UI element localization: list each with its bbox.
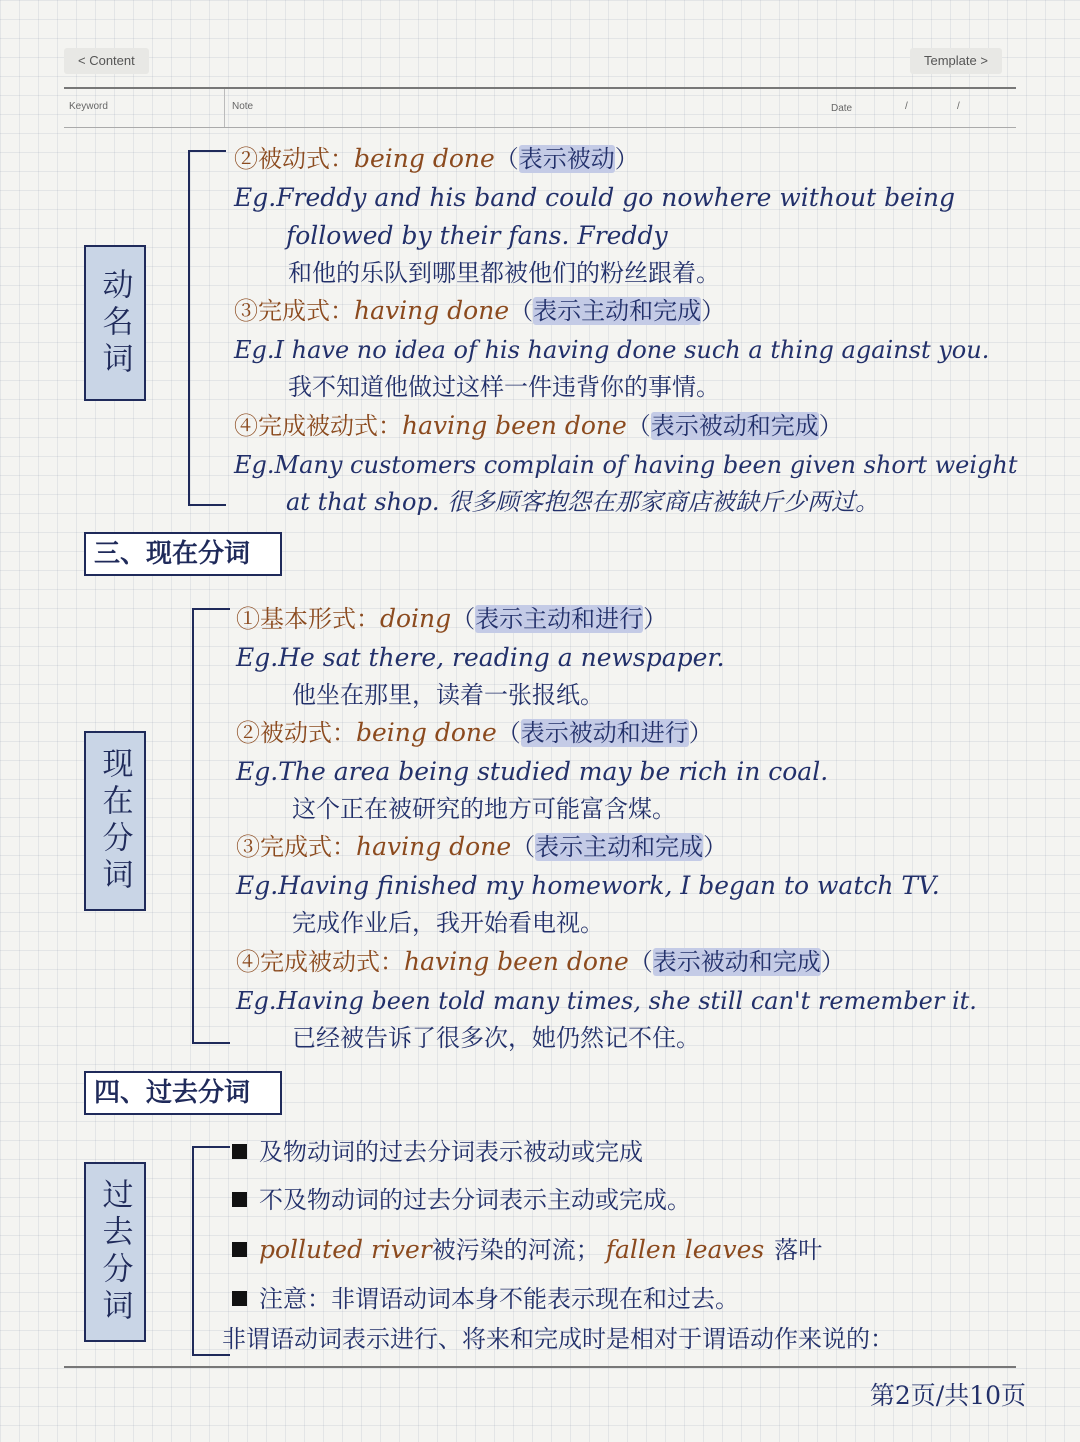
gerund-perfect-passive-form-line: ④完成被动式：having been done（表示被动和完成） <box>234 411 843 440</box>
section-heading-past-participle: 四、过去分词 <box>84 1071 282 1115</box>
bullet-item: 注意：非谓语动词本身不能表示现在和过去。 <box>232 1282 739 1316</box>
example-line: Eg.He sat there, reading a newspaper. <box>236 643 725 672</box>
section-bracket <box>192 608 230 1044</box>
content-button[interactable]: < Content <box>64 48 149 74</box>
example-line: Eg.Many customers complain of having been given short weight <box>234 451 1018 479</box>
example-line: Eg.Having been told many times, she still can't remember it. <box>236 987 977 1015</box>
example-line: followed by their fans. Freddy <box>286 221 668 250</box>
gerund-perfect-form-line: ③完成式：having done（表示主动和完成） <box>234 296 726 325</box>
gerund-passive-form-line: ②被动式：being done（表示被动） <box>234 144 639 173</box>
example-line: Eg.Freddy and his band could go nowhere without being <box>234 183 955 212</box>
section-heading-present-participle: 三、现在分词 <box>84 532 282 576</box>
square-bullet-icon <box>232 1291 247 1306</box>
bullet-item: polluted river被污染的河流； fallen leaves 落叶 <box>232 1233 822 1267</box>
square-bullet-icon <box>232 1144 247 1159</box>
square-bullet-icon <box>232 1192 247 1207</box>
side-label-past-participle: 过去分词 <box>84 1162 146 1342</box>
bullet-item: 及物动词的过去分词表示被动或完成 <box>232 1135 643 1169</box>
header-top-rule <box>64 87 1016 89</box>
square-bullet-icon <box>232 1242 247 1257</box>
page-indicator: 第2页/共10页 <box>869 1381 1026 1410</box>
section-bracket <box>188 150 226 506</box>
side-label-gerund: 动名词 <box>84 245 146 401</box>
side-label-present-participle: 现在分词 <box>84 731 146 911</box>
example-line: Eg.The area being studied may be rich in coal. <box>236 757 829 786</box>
header-divider <box>224 89 225 127</box>
note-line: 非谓语动词表示进行、将来和完成时是相对于谓语动作来说的： <box>222 1325 894 1353</box>
date-separator: / <box>905 101 908 112</box>
header-bottom-rule <box>64 127 1016 128</box>
date-label: Date <box>831 103 853 114</box>
bullet-item: 不及物动词的过去分词表示主动或完成。 <box>232 1183 691 1217</box>
pp-perfect-form-line: ③完成式：having done（表示主动和完成） <box>236 832 728 861</box>
date-separator: / <box>957 101 960 112</box>
translation-line: 和他的乐队到哪里都被他们的粉丝跟着。 <box>288 259 720 287</box>
footer-rule <box>64 1366 1016 1368</box>
note-label: Note <box>232 101 254 112</box>
pp-passive-form-line: ②被动式：being done（表示被动和进行） <box>236 718 713 747</box>
template-button[interactable]: Template > <box>910 48 1002 74</box>
example-line: Eg.I have no idea of his having done such a thing against you. <box>234 336 990 364</box>
pp-perfect-passive-form-line: ④完成被动式：having been done（表示被动和完成） <box>236 947 845 976</box>
example-translation-line: at that shop. 很多顾客抱怨在那家商店被缺斤少两过。 <box>286 488 880 516</box>
pp-basic-form-line: ①基本形式：doing（表示主动和进行） <box>236 604 668 633</box>
translation-line: 他坐在那里，读着一张报纸。 <box>292 681 604 709</box>
translation-line: 已经被告诉了很多次，她仍然记不住。 <box>292 1024 700 1052</box>
translation-line: 我不知道他做过这样一件违背你的事情。 <box>288 373 720 401</box>
example-line: Eg.Having finished my homework, I began to watch TV. <box>236 871 940 900</box>
keyword-label: Keyword <box>69 101 108 112</box>
translation-line: 完成作业后，我开始看电视。 <box>292 909 604 937</box>
translation-line: 这个正在被研究的地方可能富含煤。 <box>292 795 676 823</box>
